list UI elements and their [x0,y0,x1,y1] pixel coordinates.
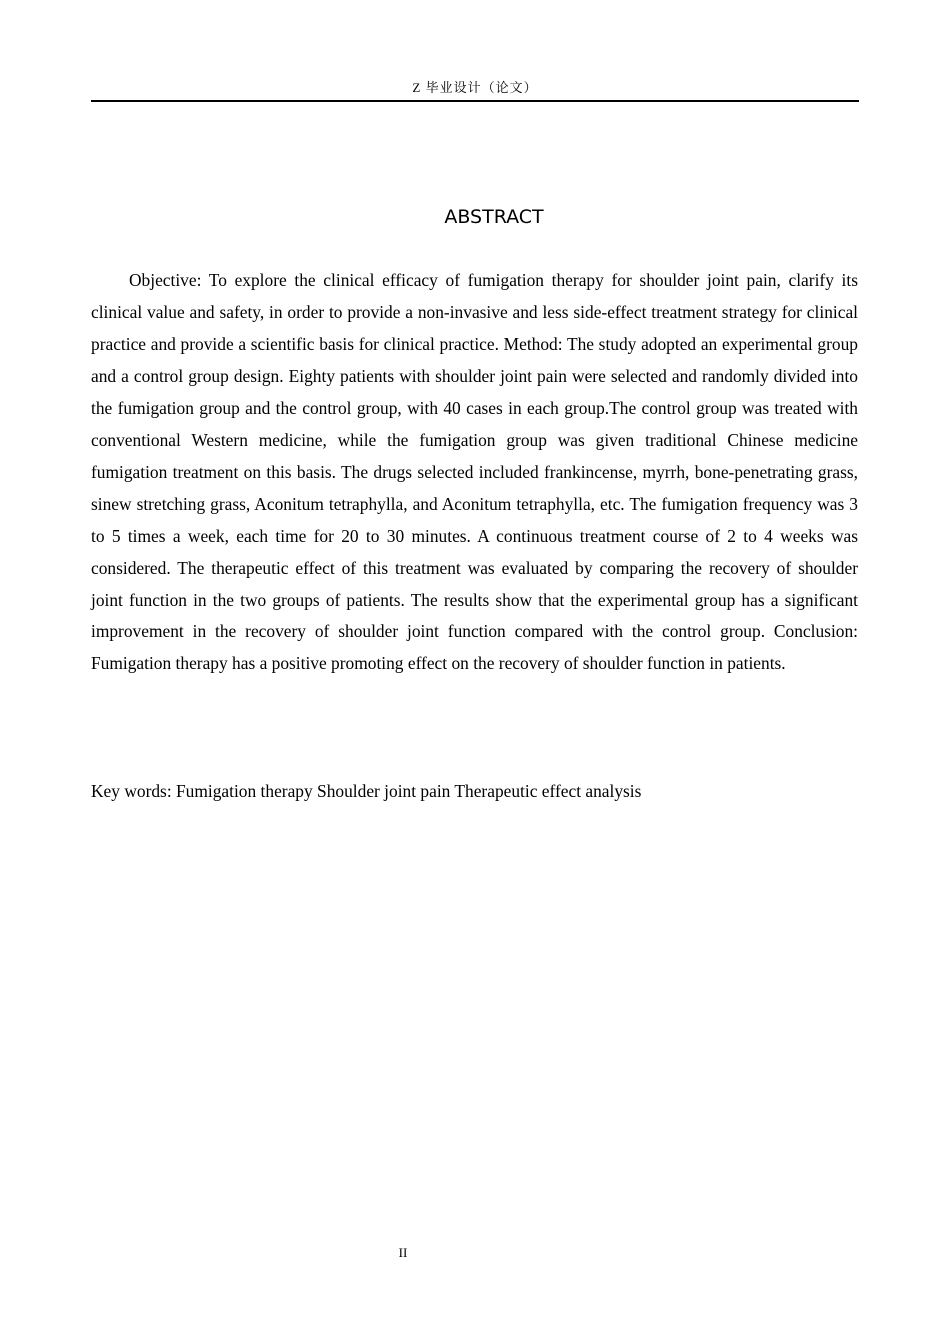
page-header: Z 毕业设计（论文） [412,80,538,95]
abstract-heading: ABSTRACT [444,206,544,228]
page-number: II [398,1245,408,1260]
header-rule [91,100,859,102]
keywords: Key words: Fumigation therapy Shoulder joint pain Therapeutic effect analysis [91,781,642,801]
abstract-body: Objective: To explore the clinical efficacy of fumigation therapy for shoulder joint pain, clarify its clinical value and safety, in order to provide a non-invasive and less side-effect treatment strategy for clinical practice and provide a scientific basis for clinical practice. Method: The study adopted an experimental group and a control group design. Eighty patients with shoulder joint pain were selected and randomly divided into the fumigation group and the control group, with 40 cases in each group.The control group was treated with conventional Western medicine, while the fumigation group was given traditional Chinese medicine fumigation treatment on this basis. The drugs selected included frankincense, myrrh, bone-penetrating grass, sinew stretching grass, Aconitum tetraphylla, and Aconitum tetraphylla, etc. The fumigation frequency was 3 to 5 times a week, each time for 20 to 30 minutes. A continuous treatment course of 2 to 4 weeks was considered. The therapeutic effect of this treatment was evaluated by comparing the recovery of shoulder joint function in the two groups of patients. The results show that the experimental group has a significant improvement in the recovery of shoulder joint function compared with the control group. Conclusion: Fumigation therapy has a positive promoting effect on the recovery of shoulder function in patients. [91,270,858,674]
